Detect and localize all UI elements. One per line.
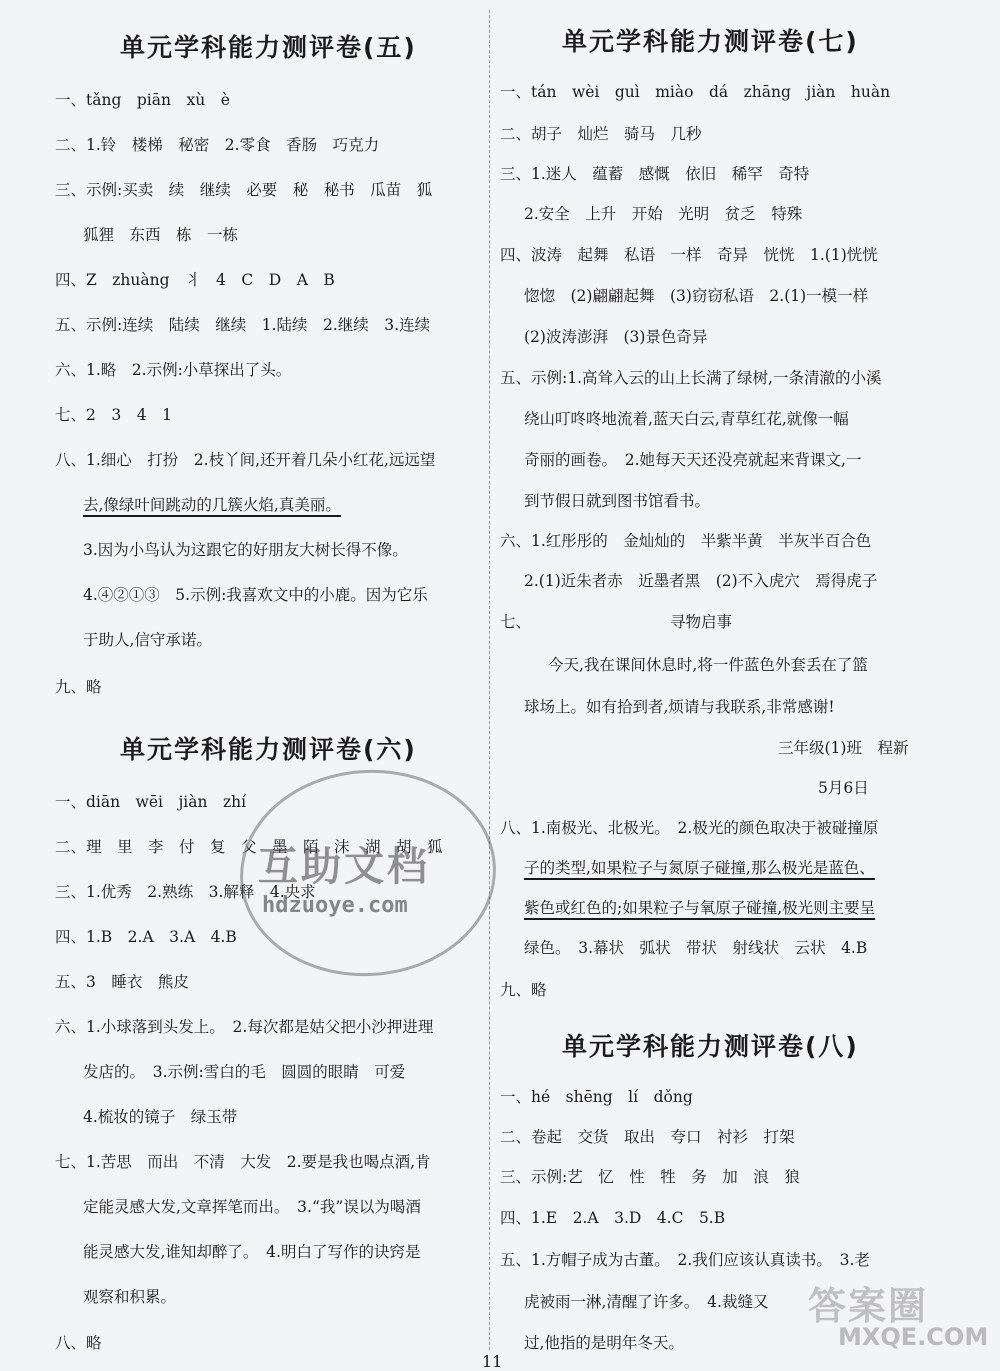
s8-line: 三、示例:艺 忆 性 牲 务 加 浪 狼 [500, 1168, 800, 1186]
s5-line: 六、1.略 2.示例:小草探出了头。 [55, 361, 292, 379]
s7-line: 绿色。 3.幕状 弧状 带状 射线状 云状 4.B [524, 939, 868, 957]
s8-line: 一、hé shēng lí dǒng [500, 1088, 693, 1106]
corner-watermark-url: MXQE.COM [838, 1323, 989, 1351]
s8-line: 虎被雨一淋,清醒了许多。 4.裁缝又 [524, 1293, 769, 1311]
s7-line: 2.(1)近朱者赤 近墨者黑 (2)不入虎穴 焉得虎子 [524, 572, 878, 590]
s5-line: 七、2 3 4 1 [55, 406, 172, 424]
s7-line: 绕山叮咚咚地流着,蓝天白云,青草红花,就像一幅 [524, 410, 849, 428]
s6-line: 八、略 [55, 1334, 102, 1352]
section-title-7: 单元学科能力测评卷(七) [562, 27, 859, 56]
s6-line: 观察和积累。 [83, 1288, 177, 1306]
lost-notice-title: 寻物启事 [670, 613, 733, 631]
s6-line: 一、diān wēi jiàn zhí [55, 793, 247, 811]
s7-line: 九、略 [500, 981, 547, 999]
s7-line: (2)波涛澎湃 (3)景色奇异 [524, 328, 708, 346]
s5-line: 一、tǎng piān xù è [55, 91, 230, 109]
s6-line: 三、1.优秀 2.熟练 3.解释 4.央求 [55, 883, 316, 901]
s5-line: 四、Z zhuàng 丬 4 C D A B [55, 271, 335, 289]
s5-line: 4.④②①③ 5.示例:我喜欢文中的小鹿。因为它乐 [83, 586, 428, 604]
s6-line: 能灵感大发,谁知却醉了。 4.明白了写作的诀窍是 [83, 1243, 421, 1261]
s6-line: 四、1.B 2.A 3.A 4.B [55, 928, 237, 946]
section-title-5: 单元学科能力测评卷(五) [120, 33, 417, 62]
s5-line: 八、1.细心 打扮 2.枝丫间,还开着几朵小红花,远远望 [55, 451, 436, 469]
s5-line: 狐狸 东西 栋 一栋 [83, 226, 239, 244]
s6-line: 六、1.小球落到头发上。 2.每次都是姑父把小沙押进理 [55, 1018, 434, 1036]
s7-line: 到节假日就到图书馆看书。 [524, 492, 711, 510]
s7-line: 2.安全 上升 开始 光明 贫乏 特殊 [524, 205, 803, 223]
s7-line: 六、1.红彤彤的 金灿灿的 半紫半黄 半灰半百合色 [500, 532, 872, 550]
section-title-8: 单元学科能力测评卷(八) [562, 1032, 859, 1061]
s5-line: 三、示例:买卖 续 继续 必要 秘 秘书 瓜苗 狐 [55, 181, 433, 199]
s7-line: 三、1.迷人 蕴蓄 感慨 依旧 稀罕 奇特 [500, 165, 810, 183]
s8-line: 二、卷起 交货 取出 夸口 衬衫 打架 [500, 1128, 795, 1146]
s7-line: 七、 [500, 613, 532, 631]
s7-line: 八、1.南极光、北极光。 2.极光的颜色取决于被碰撞原 [500, 819, 879, 837]
s7-line: 一、tán wèi guì miào dá zhāng jiàn huàn [500, 83, 891, 101]
s5-line: 去,像绿叶间跳动的几簇火焰,真美丽。 [83, 496, 341, 514]
stamp-url: hdzuoye.com [262, 893, 408, 918]
notice-date: 5月6日 [818, 779, 869, 797]
s7-line: 子的类型,如果粒子与氮原子碰撞,那么极光是蓝色、 [524, 859, 875, 877]
s5-line: 二、1.铃 楼梯 秘密 2.零食 香肠 巧克力 [55, 136, 380, 154]
s7-line: 二、胡子 灿烂 骑马 几秒 [500, 125, 702, 143]
s6-line: 二、理 里 李 付 复 父 墨 陌 沫 湖 胡 狐 [55, 838, 443, 856]
s6-line: 五、3 睡衣 熊皮 [55, 973, 189, 991]
s7-line: 球场上。如有拾到者,烦请与我联系,非常感谢! [524, 698, 835, 716]
stamp-text: 互助文档 [258, 844, 430, 890]
s7-line: 四、波涛 起舞 私语 一样 奇异 恍恍 1.(1)恍恍 [500, 246, 878, 264]
s5-line: 九、略 [55, 678, 102, 696]
s6-line: 发店的。 3.示例:雪白的毛 圆圆的眼睛 可爱 [83, 1063, 406, 1081]
s7-line: 奇丽的画卷。 2.她每天天还没亮就起来背课文,一 [524, 451, 862, 469]
s5-line: 3.因为小鸟认为这跟它的好朋友大树长得不像。 [83, 541, 408, 559]
section-title-6: 单元学科能力测评卷(六) [120, 735, 417, 764]
column-divider [489, 10, 490, 1350]
notice-signature: 三年级(1)班 程新 [778, 739, 909, 757]
s8-line: 四、1.E 2.A 3.D 4.C 5.B [500, 1209, 726, 1227]
s7-line: 五、示例:1.高耸入云的山上长满了绿树,一条清澈的小溪 [500, 369, 882, 387]
s6-line: 定能灵感大发,文章挥笔而出。 3.“我”误以为喝酒 [83, 1198, 421, 1216]
s6-line: 4.梳妆的镜子 绿玉带 [83, 1108, 238, 1126]
corner-watermark: 答案圈 [808, 1284, 929, 1328]
s8-line: 过,他指的是明年冬天。 [524, 1334, 684, 1352]
s5-line: 五、示例:连续 陆续 继续 1.陆续 2.继续 3.连续 [55, 316, 431, 334]
page-number: 11 [482, 1352, 503, 1371]
s7-line: 紫色或红色的;如果粒子与氧原子碰撞,极光则主要呈 [524, 899, 876, 917]
s7-line: 今天,我在课间休息时,将一件蓝色外套丢在了篮 [548, 656, 868, 674]
s7-line: 惚惚 (2)翩翩起舞 (3)窃窃私语 2.(1)一模一样 [524, 287, 869, 305]
s5-line: 于助人,信守承诺。 [83, 631, 212, 649]
s8-line: 五、1.方帽子成为古董。 2.我们应该认真读书。 3.老 [500, 1251, 870, 1269]
s6-line: 七、1.苦思 而出 不清 大发 2.要是我也喝点酒,肯 [55, 1153, 431, 1171]
